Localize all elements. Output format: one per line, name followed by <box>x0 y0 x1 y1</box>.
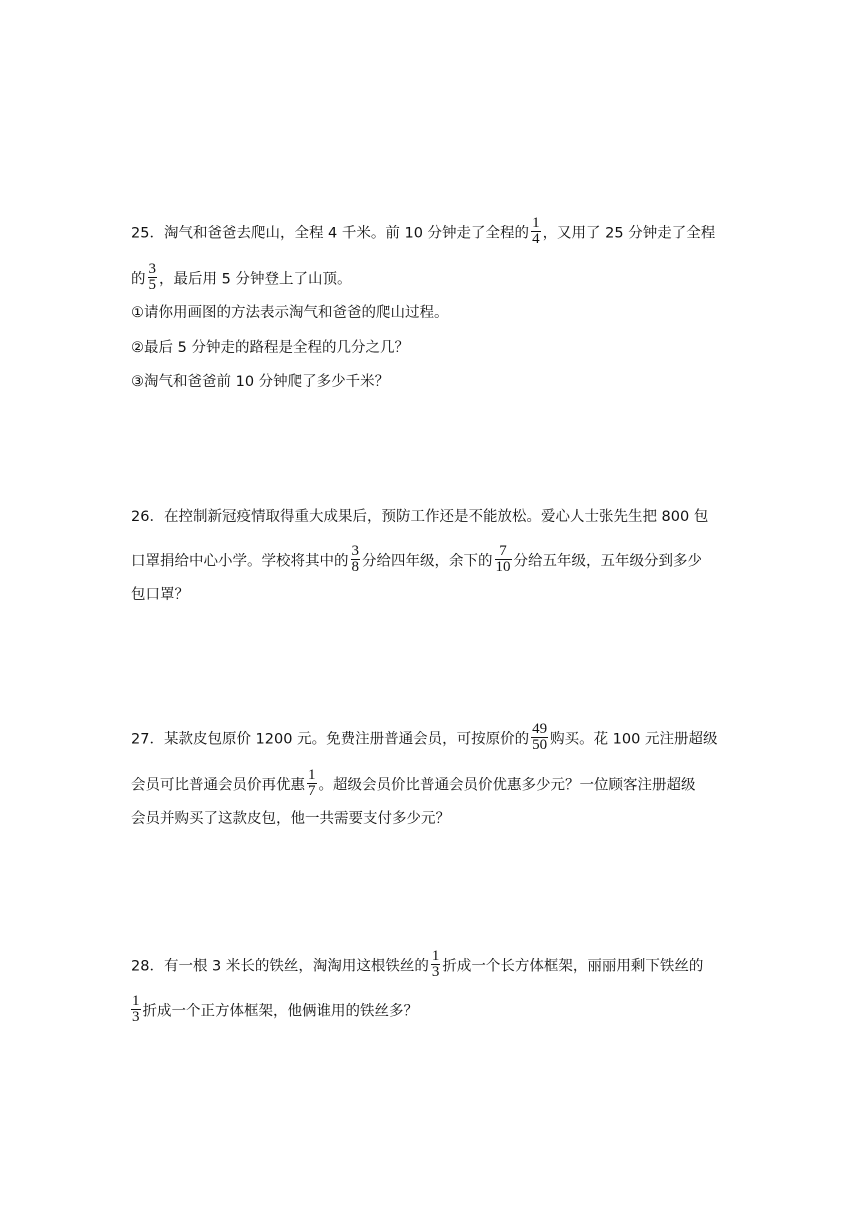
q25-sub-1: ①请你用画图的方法表示淘气和爸爸的爬山过程。 <box>131 305 449 321</box>
q26-line-2 <box>131 543 702 577</box>
q27-text: 购买。花 100 元注册超级 <box>550 731 718 748</box>
q25-text: ，最后用 5 分钟登上了山顶。 <box>159 271 352 288</box>
q26-line-1: 26．在控制新冠疫情取得重大成果后，预防工作还是不能放松。爱心人士张先生把 800 包 <box>131 509 709 525</box>
q28-text: 折成一个正方体框架，他俩谁用的铁丝多？ <box>142 1003 418 1020</box>
fraction: $\frac{7}{10}$ <box>495 543 511 575</box>
q28-text: 折成一个长方体框架，丽丽用剩下铁丝的 <box>442 958 704 975</box>
q25-line-2 <box>131 261 352 295</box>
fraction: $\frac{1}{3}$ <box>431 948 440 980</box>
fraction: $\frac{1}{7}$ <box>308 767 316 799</box>
q28-line-2 <box>131 993 418 1027</box>
q28-text: 28．有一根 3 米长的铁丝，淘淘用这根铁丝的 <box>131 958 429 975</box>
q25-sub-3: ③淘气和爸爸前 10 分钟爬了多少千米？ <box>131 374 390 390</box>
q26-line-3: 包口罩？ <box>131 587 189 603</box>
fraction: $\frac{1}{4}$ <box>532 215 540 247</box>
q25-sub-2: ②最后 5 分钟走的路程是全程的几分之几？ <box>131 340 409 356</box>
fraction: $\frac{49}{50}$ <box>532 721 548 753</box>
q27-line-2 <box>131 767 696 801</box>
q27-text: 27．某款皮包原价 1200 元。免费注册普通会员，可按原价的 <box>131 731 530 748</box>
q27-line-1 <box>131 721 718 755</box>
fraction: $\frac{3}{8}$ <box>351 543 359 575</box>
q27-text: 。超级会员价比普通会员价优惠多少元？一位顾客注册超级 <box>318 777 696 794</box>
q26-text: 分给四年级，余下的 <box>362 553 493 570</box>
q25-line-1 <box>131 215 716 249</box>
q26-text: 口罩捐给中心小学。学校将其中的 <box>131 553 349 570</box>
fraction: $\frac{3}{5}$ <box>148 261 156 293</box>
q28-line-1 <box>131 948 704 982</box>
q25-text: 的 <box>131 271 146 288</box>
q26-text: 分给五年级，五年级分到多少 <box>513 553 702 570</box>
q27-line-3: 会员并购买了这款皮包，他一共需要支付多少元？ <box>131 811 450 827</box>
fraction: $\frac{1}{3}$ <box>132 993 140 1025</box>
q25-text: 25．淘气和爸爸去爬山，全程 4 千米。前 10 分钟走了全程的 <box>131 225 530 242</box>
q27-text: 会员可比普通会员价再优惠 <box>131 777 305 794</box>
q25-text: ，又用了 25 分钟走了全程 <box>542 225 716 242</box>
